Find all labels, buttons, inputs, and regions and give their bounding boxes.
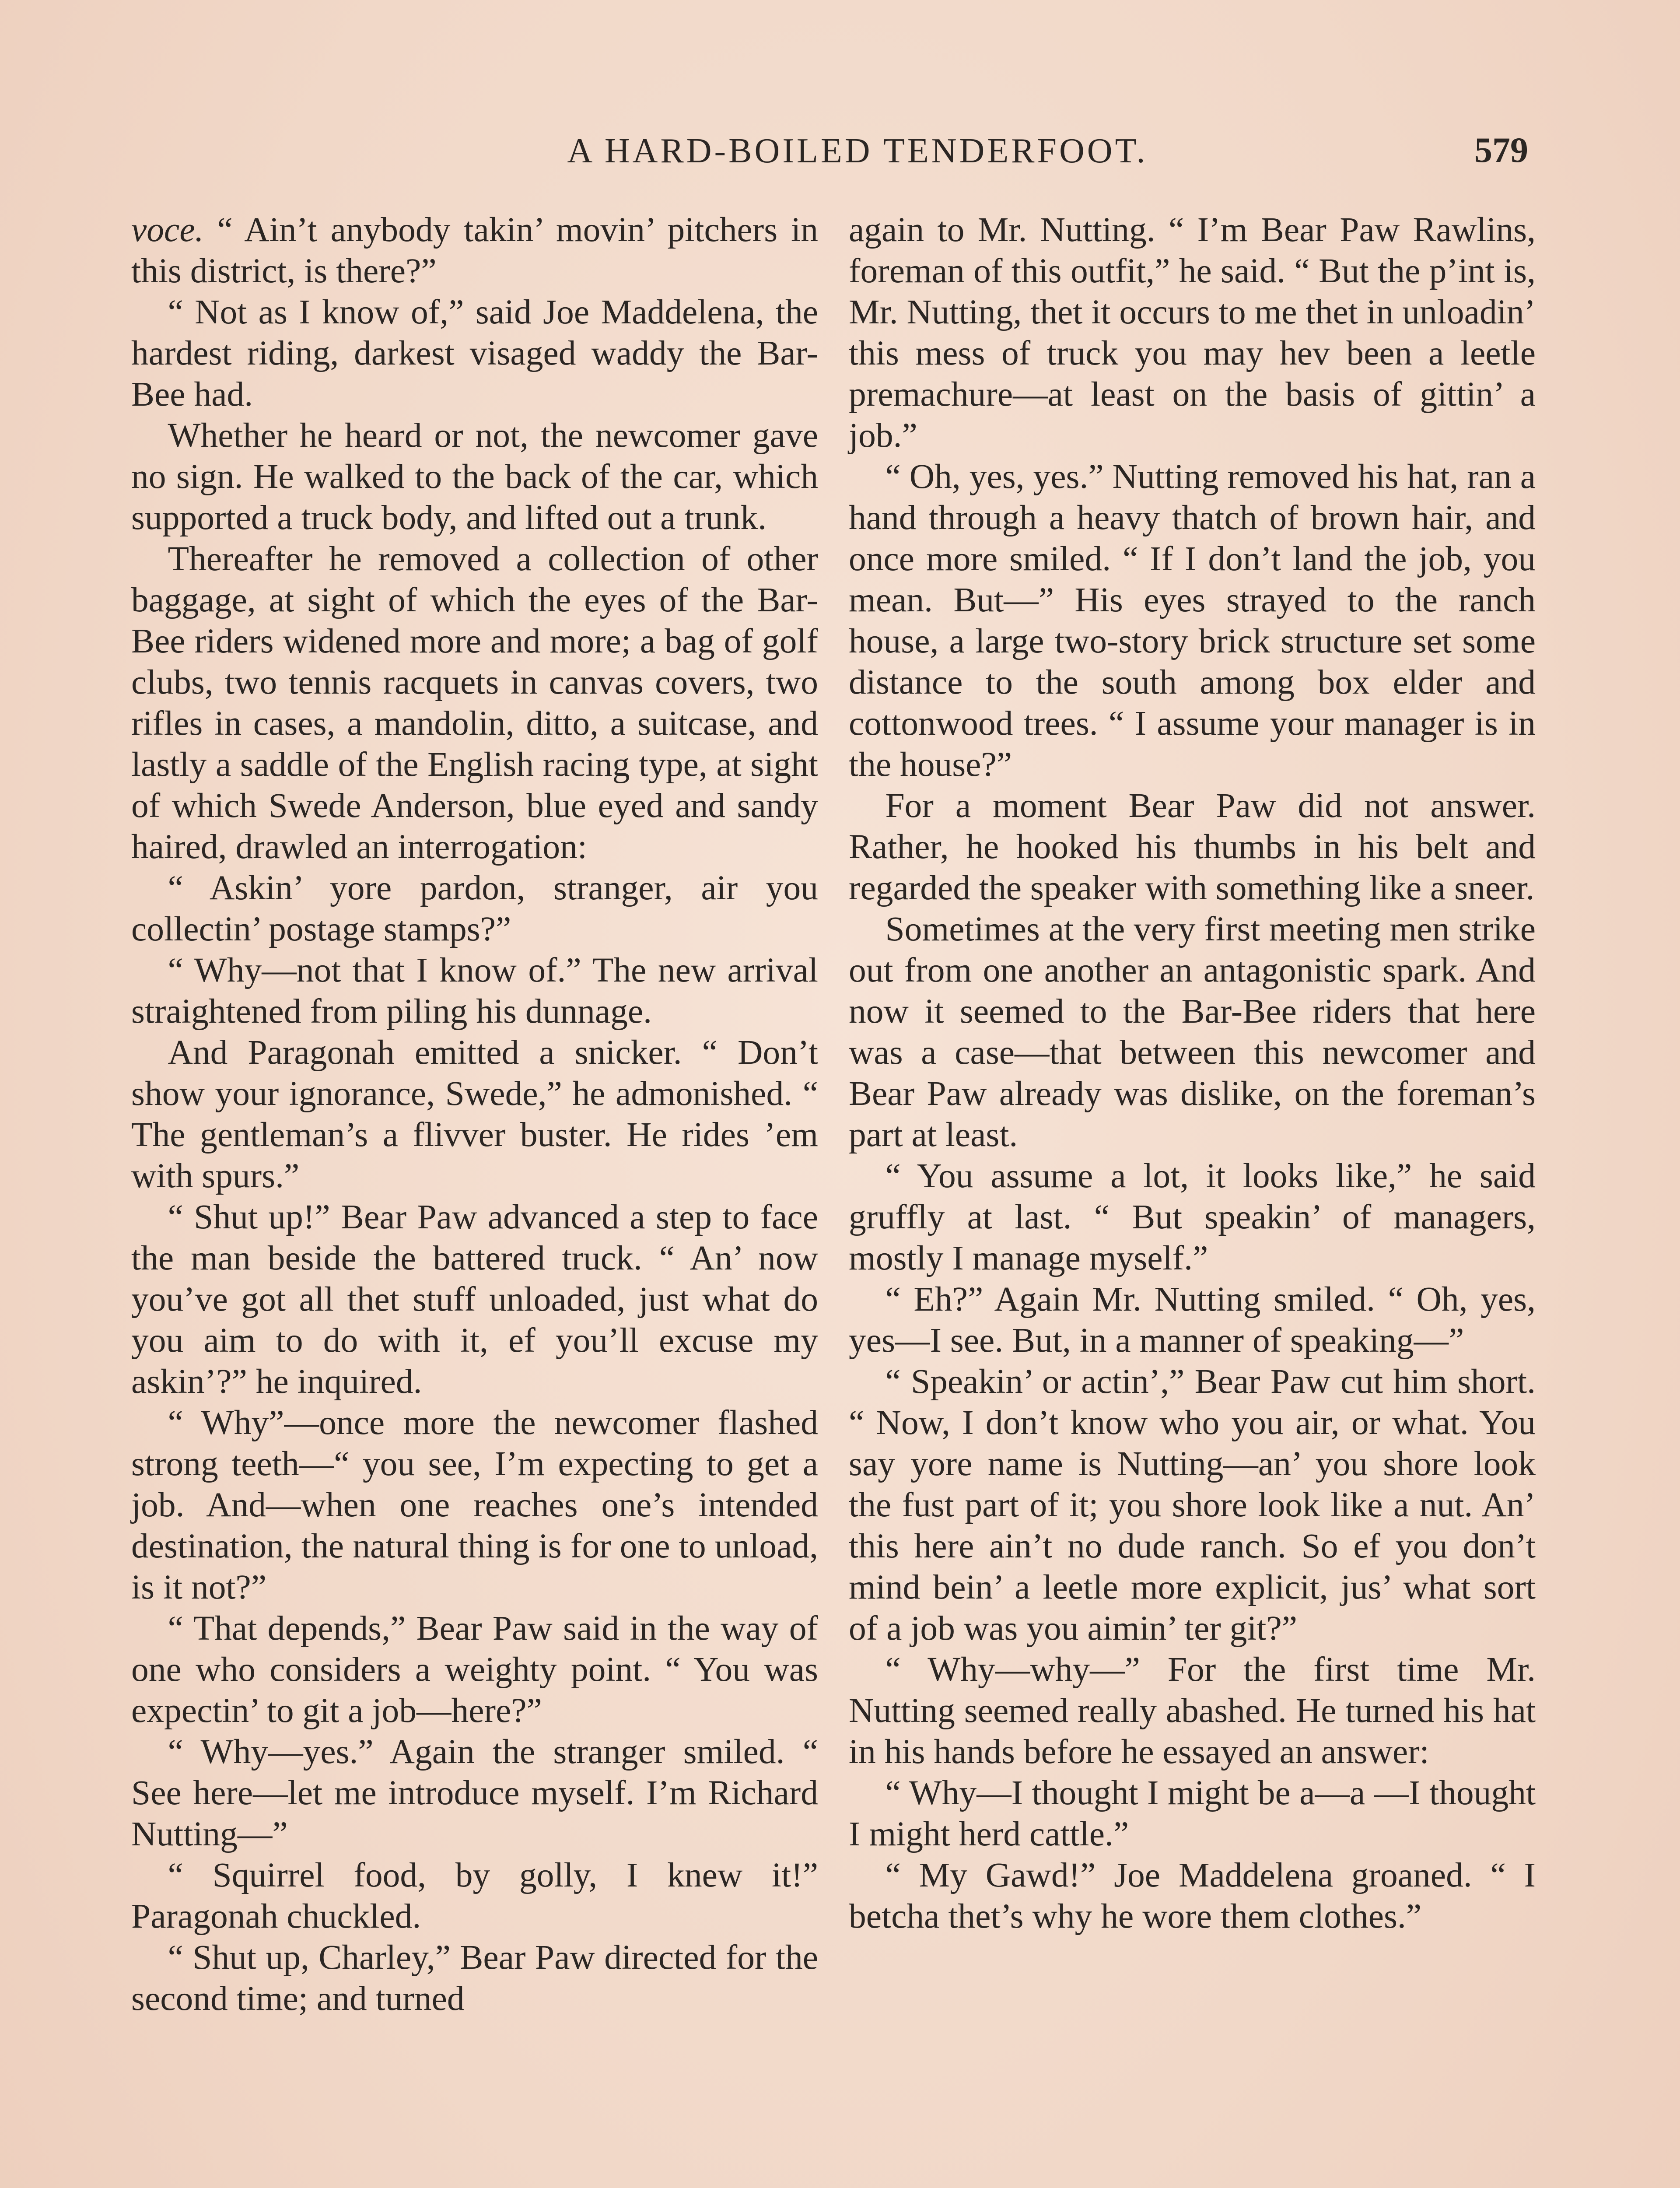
paragraph: “ Oh, yes, yes.” Nutting removed his hat, ran a hand through a heavy thatch of brown hair, and once more smiled. “ If I don’t land the job, you mean. But—” His eyes strayed to the ranch house, a large two-story brick structure set some distance to the south among box elder and cottonwood trees. “ I assume your manager is in the house?”	[849, 457, 1536, 784]
paragraph: Sometimes at the very first meeting men strike out from one another an antagonistic spark. And now it seemed to the Bar-Bee riders that here was a case—that between this newcomer and Bear Paw already was dislike, on the foreman’s part at least.	[849, 910, 1536, 1154]
paragraph: “ That depends,” Bear Paw said in the way of one who considers a weighty point. “ You was expectin’ to git a job—here?”	[131, 1609, 818, 1730]
left-opening-paragraph	[131, 209, 818, 291]
right-column	[849, 209, 1536, 1937]
running-title: A HARD-BOILED TENDERFOOT.	[567, 132, 1148, 170]
paragraph: “ Why—not that I know of.” The new arrival straightened from piling his dunnage.	[131, 951, 818, 1031]
page-number: 579	[1474, 130, 1528, 170]
paragraph: “ Speakin’ or actin’,” Bear Paw cut him short. “ Now, I don’t know who you air, or what. You say yore name is Nutting—an’ you shore look the fust part of it; you shore look like a nut. An’ this here ain’t no dude ranch. So ef you don’t mind bein’ a leetle more explicit, jus’ what sort of a job was you aimin’ ter git?”	[849, 1362, 1536, 1648]
paragraph: “ Squirrel food, by golly, I knew it!” Paragonah chuckled.	[131, 1856, 818, 1936]
opening-italic-word: voce.	[131, 210, 204, 249]
paragraph: “ My Gawd!” Joe Maddelena groaned. “ I betcha thet’s why he wore them clothes.”	[849, 1856, 1536, 1936]
paragraph: For a moment Bear Paw did not answer. Rather, he hooked his thumbs in his belt and regarded the speaker with something like a sneer.	[849, 786, 1536, 907]
paragraph: Thereafter he removed a collection of other baggage, at sight of which the eyes of the Bar-Bee riders widened more and more; a bag of golf clubs, two tennis racquets in canvas covers, two rifles in cases, a mandolin, ditto, a suitcase, and lastly a saddle of the English racing type, at sight of which Swede Anderson, blue eyed and sandy haired, drawled an interrogation:	[131, 540, 818, 866]
paragraph: Whether he heard or not, the newcomer gave no sign. He walked to the back of the car, which supported a truck body, and lifted out a trunk.	[131, 416, 818, 537]
paragraph: And Paragonah emitted a snicker. “ Don’t show your ignorance, Swede,” he admonished. “ The gentleman’s a flivver buster. He rides ’em with spurs.”	[131, 1033, 818, 1195]
paragraph: “ Shut up!” Bear Paw advanced a step to face the man beside the battered truck. “ An’ now you’ve got all thet stuff unloaded, just what do you aim to do with it, ef you’ll excuse my askin’?” he inquired.	[131, 1198, 818, 1401]
paragraph: “ Why—yes.” Again the stranger smiled. “ See here—let me introduce myself. I’m Richard Nutting—”	[131, 1732, 818, 1853]
paragraph: “ Shut up, Charley,” Bear Paw directed for the second time; and turned	[131, 1938, 818, 2018]
paragraph: “ You assume a lot, it looks like,” he said gruffly at last. “ But speakin’ of managers, mostly I manage myself.”	[849, 1157, 1536, 1277]
paragraph: “ Askin’ yore pardon, stranger, air you collectin’ postage stamps?”	[131, 869, 818, 948]
opening-text: “ Ain’t anybody takin’ movin’ pitchers in this district, is there?”	[131, 210, 818, 290]
paragraph: “ Why”—once more the newcomer flashed strong teeth—“ you see, I’m expecting to get a job. And—when one reaches one’s intended destination, the natural thing is for one to unload, is it not?”	[131, 1403, 818, 1606]
right-opening-paragraph: again to Mr. Nutting. “ I’m Bear Paw Rawlins, foreman of this outfit,” he said. “ But the p’int is, Mr. Nutting, thet it occurs to me thet in unloadin’ this mess of truck you may hev been a leetle premachure—at least on the basis of gittin’ a job.”	[849, 210, 1536, 455]
paragraph: “ Why—I thought I might be a—a —I thought I might herd cattle.”	[849, 1774, 1536, 1853]
paragraph: “ Why—why—” For the first time Mr. Nutting seemed really abashed. He turned his hat in his hands before he essayed an answer:	[849, 1650, 1536, 1771]
left-column	[131, 209, 818, 2019]
paragraph: “ Eh?” Again Mr. Nutting smiled. “ Oh, yes, yes—I see. But, in a manner of speaking—”	[849, 1280, 1536, 1360]
paragraph: “ Not as I know of,” said Joe Maddelena, the hardest riding, darkest visaged waddy the Bar-Bee had.	[131, 293, 818, 414]
